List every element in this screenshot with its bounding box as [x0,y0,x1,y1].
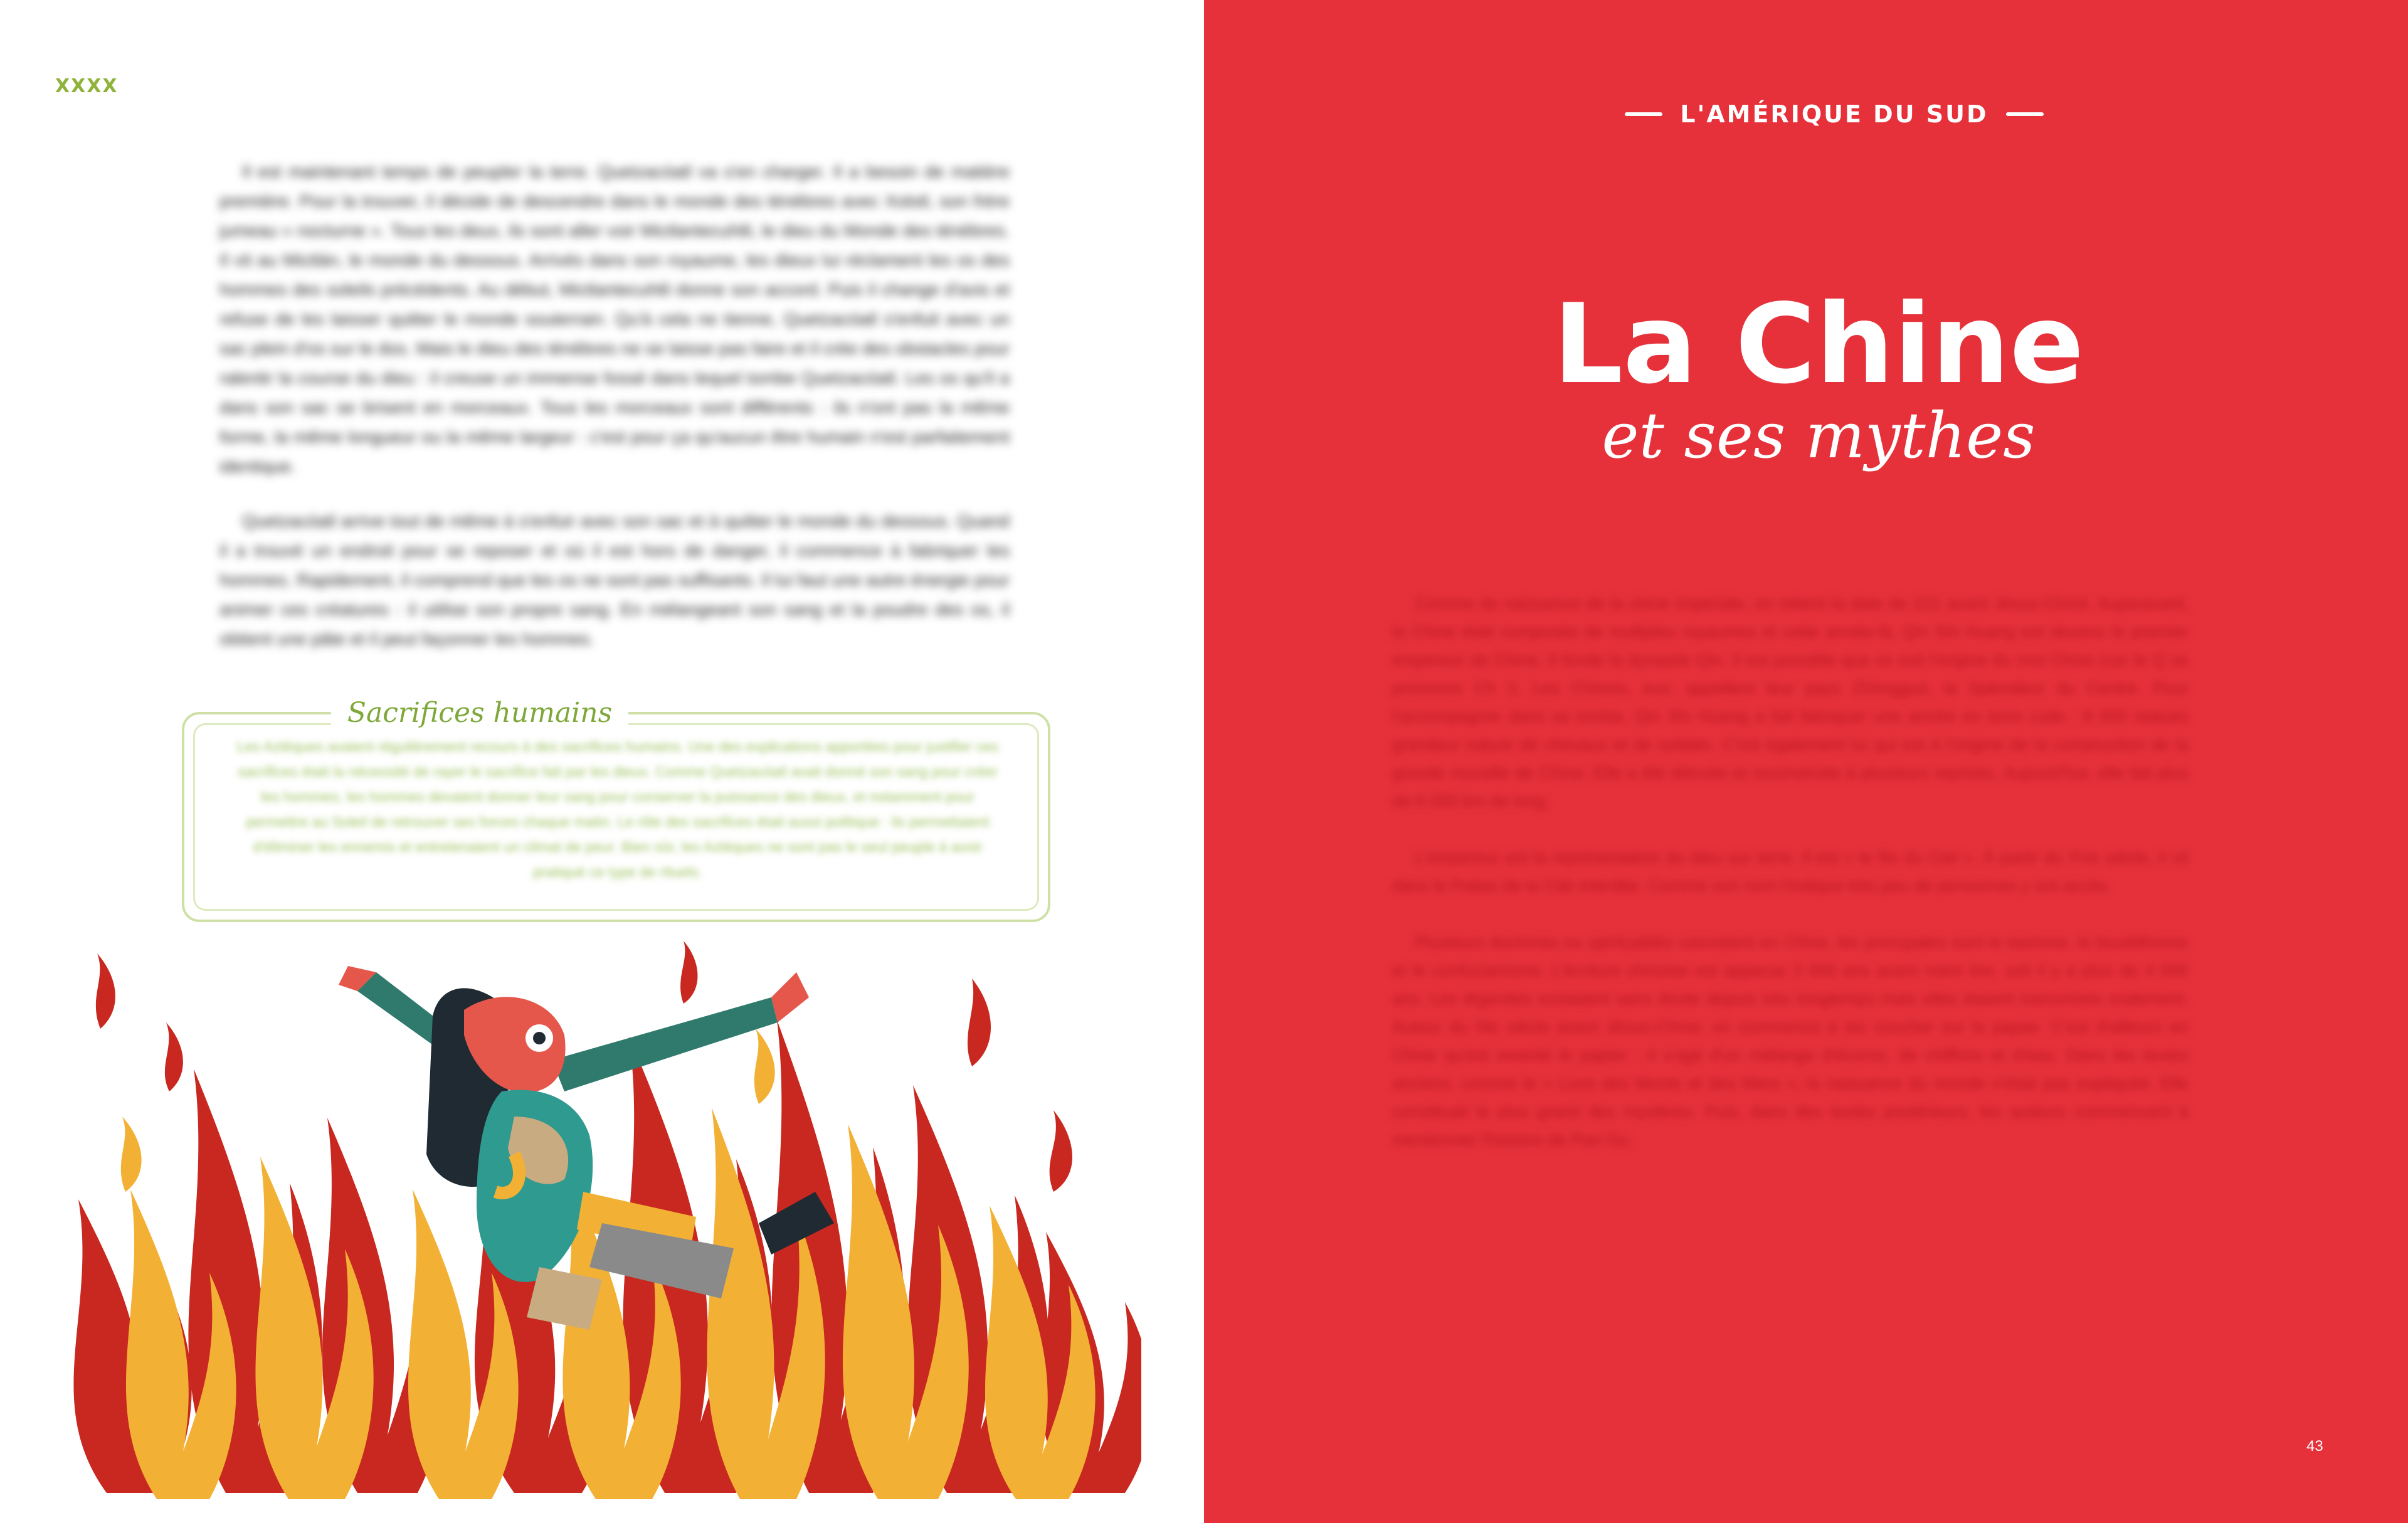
paragraph: Il est maintenant temps de peupler la terre. Quetzacóatl va s'en charger. Il a besoin de matière première. Pour la trouver, il décide de descendre dans le monde des ténèbres avec Xolotl, son frère jumeau « nocturne ». Tous les deux, ils sont aller voir Mictlantecuhtli, le dieu du Monde des ténèbres. Il vit au Mictlán, le monde du dessous. Arrivés dans son royaume, les dieux lui réclament les os des hommes des soleils précédents. Au début, Mictlantecuhtli donne son accord. Puis il change d'avis et refuse de les laisser quitter le monde souterrain. Qu'à cela ne tienne, Quetzacóatl s'enfuit avec un sac plein d'os sur le dos. Mais le dieu des ténèbres ne se laisse pas faire et il crée des obstacles pour ralentir la course du dieu : il creuse un immense fossé dans lequel tombe Quetzacóatl. Les os qu'il a dans son sac se brisent en morceaux. Tous les morceaux sont différents : ils n'ont pas la même forme, la même longueur ou la même largeur : c'est pour ça qu'aucun être humain n'est parfaitement identique. [219,162,1010,476]
page-number: 43 [2306,1438,2323,1455]
paragraph: L'empereur est la représentation du dieu sur terre. Il est « le fils du Ciel ». À partir du XVe siècle, il vit dans le Palais de la Cité interdite. Comme son nom l'indique très peu de personnes y ont accès. [1392,848,2189,895]
decorative-rule-right [2006,112,2044,116]
sidebar-title: Sacrifices humains [331,693,628,733]
paragraph: Plusieurs doctrines ou spiritualités coexistent en Chine, les principales sont le taoïsme, le bouddhisme et le confucianisme. L'écriture chinoise est apparue 3 000 ans avant notre ère, soit il y a plus de 4 000 ans. Les légendes existaient sans doute depuis très longtemps mais elles étaient transmises oralement. Autour du IIIe siècle avant Jésus-Christ, on commence à les coucher sur le papier. C'est d'ailleurs en Chine qu'est inventé le papier : il s'agit d'un mélange d'écorce, de chiffons et d'eau. Dans les textes anciens, comme le « Livre des Monts et des Mers », la naissance du monde n'était pas expliquée. Elle constituait le plus grand des mystères. Puis, dans des textes postérieurs, les auteurs commencent à mentionner l'histoire de Pan Gu. [1392,933,2189,1149]
decorative-rule-left [1625,112,1662,116]
paragraph: Comme de naissance de la chine impériale, on retient la date de 221 avant Jésus-Christ. Auparavant, la Chine était composée de multiples royaumes et cette année-là, Qin Shi Huang est devenu le premier empereur de Chine. Il fonde la dynastie Qin. Il est possible que ce soit l'origine du mot Chine (car le Q se prononce Ch !). Les Chinois, eux, appellent leur pays Zhōngguó, la Splendeur du Centre. Pour l'accompagner dans sa tombe, Qin Shi Huang a fait fabriquer une armée en terre cuite : 8 000 statues grandeur nature de chevaux et de soldats. C'est également lui qui est à l'origine de la construction de la grande muraille de Chine. Elle a été détruite et reconstruite à plusieurs reprises. Aujourd'hui, elle fait plus de 6 000 km de long. [1392,594,2189,810]
page-title: La Chine [1553,281,2084,408]
section-label [1599,100,2069,128]
aztec-figure-in-flames-illustration [63,928,1141,1499]
running-head: XXXX [55,75,119,97]
body-text-right [1392,590,2189,1182]
body-text-left [219,157,1010,679]
paragraph: Quetzacóatl arrive tout de même à s'enfuir avec son sac et à quitter le monde du dessous. Quand il a trouvé un endroit pour se reposer et où il est hors de danger, il commence à fabriquer les hommes. Rapidement, il comprend que les os ne sont pas suffisants. Il lui faut une autre énergie pour animer ces créatures : il utilise son propre sang. En mélangeant son sang et la poudre des os, il obtient une pâte et il peut façonner les hommes. [219,511,1010,649]
sidebar-text: Les Aztèques avaient régulièrement recours à des sacrifices humains. Une des explications apportées pour justifier ces sacrifices était la nécessité de rayer le sacrifice fait par les dieux. Comme Quetzacóatl avait donné son sang pour créer les hommes, les hommes devaient donner leur sang pour conserver la puissance des dieux, et notamment pour permettre au Soleil de retrouver ses forces chaque matin. Le rôle des sacrifices était aussi politique : ils permettaient d'éliminer les ennemis et entretenaient un climat de peur. Bien sûr, les Aztèques ne sont pas le seul peuple à avoir pratiqué ce type de rituels. [236,738,999,880]
section-label-text: L'AMÉRIQUE DU SUD [1680,100,1988,128]
page-subtitle: et ses mythes [1602,399,2036,472]
